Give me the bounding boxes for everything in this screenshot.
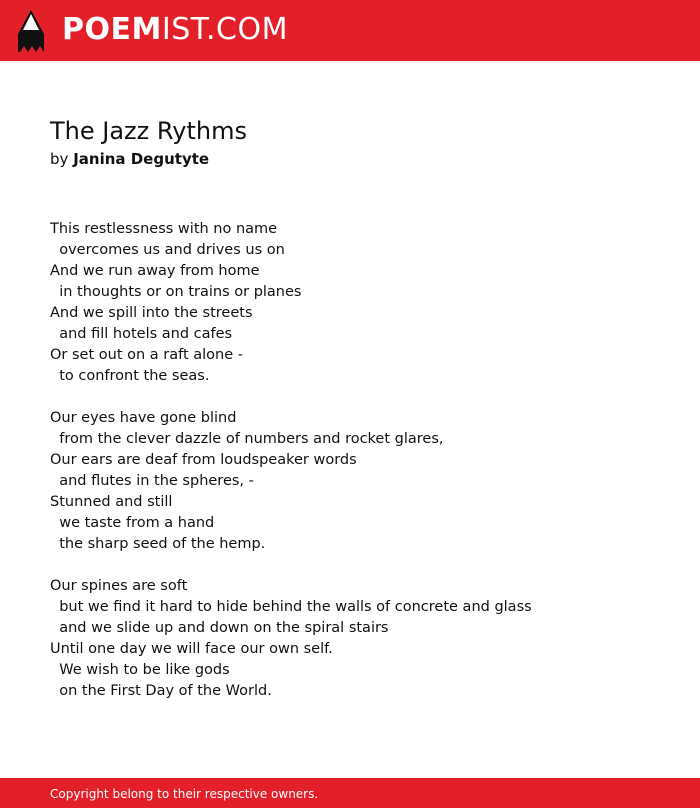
- poem-body: [50, 219, 670, 702]
- copyright-notice: Copyright belong to their respective owners.: [50, 787, 319, 801]
- poem-line: overcomes us and drives us on: [50, 242, 285, 258]
- poem-line: and flutes in the spheres, -: [50, 473, 254, 489]
- poem-line: in thoughts or on trains or planes: [50, 284, 302, 300]
- author-name: Janina Degutyte: [73, 150, 210, 168]
- by-label: by: [50, 150, 69, 168]
- poem-line: on the First Day of the World.: [50, 683, 272, 699]
- poem-line: This restlessness with no name: [50, 221, 278, 237]
- footer-bar: [0, 778, 700, 808]
- logo-light-part: IST.COM: [161, 12, 288, 47]
- poem-line: and we slide up and down on the spiral stairs: [50, 620, 389, 636]
- poem-line: And we run away from home: [50, 263, 260, 279]
- stanza-gap: [50, 387, 670, 408]
- poem-line: from the clever dazzle of numbers and rocket glares,: [50, 431, 444, 447]
- poem-line: We wish to be like gods: [50, 662, 230, 678]
- poem-line: we taste from a hand: [50, 515, 215, 531]
- poem-line: and fill hotels and cafes: [50, 326, 233, 342]
- byline: [50, 149, 209, 169]
- poem-line: to confront the seas.: [50, 368, 210, 384]
- poem-line: but we find it hard to hide behind the walls of concrete and glass: [50, 599, 532, 615]
- poem-line: the sharp seed of the hemp.: [50, 536, 266, 552]
- pencil-tip-icon[interactable]: [18, 10, 44, 52]
- stanza-gap: [50, 555, 670, 576]
- poem-line: Stunned and still: [50, 494, 173, 510]
- poem-line: Until one day we will face our own self.: [50, 641, 333, 657]
- site-logo[interactable]: [62, 13, 288, 47]
- poem-line: Or set out on a raft alone -: [50, 347, 244, 363]
- header-bar: [0, 0, 700, 61]
- logo-bold-part: POEM: [62, 12, 162, 47]
- poem-line: Our ears are deaf from loudspeaker words: [50, 452, 357, 468]
- poem-line: Our spines are soft: [50, 578, 188, 594]
- poem-line: Our eyes have gone blind: [50, 410, 237, 426]
- poem-title: The Jazz Rythms: [50, 117, 247, 145]
- poem-line: And we spill into the streets: [50, 305, 253, 321]
